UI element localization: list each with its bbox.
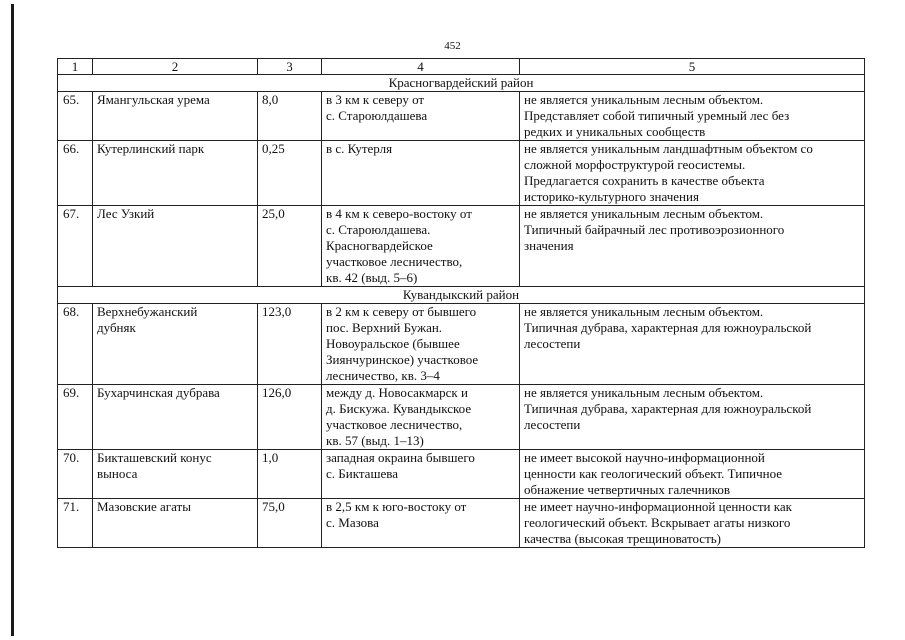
object-name — [93, 206, 258, 287]
object-name — [93, 304, 258, 385]
description-text — [520, 141, 865, 206]
area-value: 75,0 — [258, 499, 322, 548]
table-row — [58, 385, 865, 450]
table-row — [58, 206, 865, 287]
description-text-line: не является уникальным лесным объектом. — [524, 385, 764, 400]
location-text-line: с. Бикташева — [326, 466, 398, 481]
row-number: 71. — [58, 499, 93, 548]
location-text-line: кв. 42 (выд. 5–6) — [326, 270, 418, 285]
table-row — [58, 450, 865, 499]
description-text — [520, 385, 865, 450]
description-text-line: геологический объект. Вскрывает агаты низкого — [524, 515, 791, 530]
location-text-line: в с. Кутерля — [326, 141, 393, 156]
district-row — [58, 287, 865, 304]
description-text-line: не является уникальным лесным объектом. — [524, 304, 764, 319]
description-text — [520, 206, 865, 287]
description-text-line: редких и уникальных сообществ — [524, 124, 706, 139]
description-text-line: Предлагается сохранить в качестве объекта — [524, 173, 765, 188]
location-text — [322, 450, 520, 499]
location-text-line: Красногвардейское — [326, 238, 433, 253]
object-name — [93, 385, 258, 450]
description-text-line: значения — [524, 238, 574, 253]
object-name-line: Бухарчинская дубрава — [97, 385, 220, 400]
area-value: 8,0 — [258, 92, 322, 141]
description-text-line: Типичная дубрава, характерная для южноуральской — [524, 320, 812, 335]
table-header-row — [58, 59, 865, 75]
object-name-line: дубняк — [97, 320, 136, 335]
district-name: Красногвардейский район — [58, 75, 865, 92]
object-name-line: Мазовские агаты — [97, 499, 191, 514]
object-name-line: Верхнебужанский — [97, 304, 198, 319]
description-text-line: не имеет высокой научно-информационной — [524, 450, 765, 465]
description-text-line: Представляет собой типичный уремный лес без — [524, 108, 790, 123]
row-number: 65. — [58, 92, 93, 141]
description-text-line: Типичный байрачный лес противоэрозионного — [524, 222, 785, 237]
area-value: 25,0 — [258, 206, 322, 287]
header-cell-description: 5 — [520, 59, 865, 75]
table-row — [58, 499, 865, 548]
object-name-line: Кутерлинский парк — [97, 141, 205, 156]
object-name — [93, 450, 258, 499]
location-text-line: с. Староюлдашева — [326, 108, 428, 123]
location-text — [322, 304, 520, 385]
row-number: 67. — [58, 206, 93, 287]
location-text-line: участковое лесничество, — [326, 254, 463, 269]
location-text — [322, 92, 520, 141]
area-value: 126,0 — [258, 385, 322, 450]
row-number: 69. — [58, 385, 93, 450]
location-text-line: кв. 57 (выд. 1–13) — [326, 433, 424, 448]
description-text-line: лесостепи — [524, 417, 581, 432]
table-row — [58, 304, 865, 385]
location-text-line: между д. Новосакмарск и — [326, 385, 468, 400]
header-cell-area: 3 — [258, 59, 322, 75]
location-text — [322, 206, 520, 287]
object-name-line: выноса — [97, 466, 138, 481]
header-cell-location: 4 — [322, 59, 520, 75]
description-text — [520, 304, 865, 385]
location-text-line: в 2 км к северу от бывшего — [326, 304, 477, 319]
row-number: 68. — [58, 304, 93, 385]
object-name — [93, 499, 258, 548]
location-text-line: д. Бискужа. Кувандыкское — [326, 401, 472, 416]
object-name-line: Ямангульская урема — [97, 92, 210, 107]
district-name: Кувандыкский район — [58, 287, 865, 304]
table-row — [58, 141, 865, 206]
description-text-line: не является уникальным лесным объектом. — [524, 92, 764, 107]
page-binding-edge — [11, 4, 14, 636]
page-number: 452 — [444, 40, 461, 52]
object-name-line: Лес Узкий — [97, 206, 155, 221]
district-row — [58, 75, 865, 92]
location-text-line: в 4 км к северо-востоку от — [326, 206, 472, 221]
area-value: 123,0 — [258, 304, 322, 385]
header-cell-num: 1 — [58, 59, 93, 75]
location-text-line: с. Староюлдашева. — [326, 222, 431, 237]
object-name — [93, 92, 258, 141]
location-text-line: пос. Верхний Бужан. — [326, 320, 443, 335]
description-text-line: сложной морфоструктурой геосистемы. — [524, 157, 746, 172]
area-value: 1,0 — [258, 450, 322, 499]
location-text — [322, 499, 520, 548]
description-text-line: обнажение четвертичных галечников — [524, 482, 731, 497]
area-value: 0,25 — [258, 141, 322, 206]
table-row — [58, 92, 865, 141]
location-text-line: Зиянчуринское) участковое — [326, 352, 479, 367]
description-text — [520, 499, 865, 548]
location-text — [322, 141, 520, 206]
row-number: 70. — [58, 450, 93, 499]
object-name — [93, 141, 258, 206]
description-text-line: качества (высокая трещиноватость) — [524, 531, 722, 546]
location-text-line: в 2,5 км к юго-востоку от — [326, 499, 467, 514]
location-text-line: Новоуральское (бывшее — [326, 336, 460, 351]
header-cell-name: 2 — [93, 59, 258, 75]
description-text-line: лесостепи — [524, 336, 581, 351]
description-text — [520, 92, 865, 141]
row-number: 66. — [58, 141, 93, 206]
location-text-line: западная окраина бывшего — [326, 450, 475, 465]
location-text-line: лесничество, кв. 3–4 — [326, 368, 440, 383]
description-text-line: историко-культурного значения — [524, 189, 699, 204]
description-text-line: не является уникальным лесным объектом. — [524, 206, 764, 221]
location-text-line: в 3 км к северу от — [326, 92, 425, 107]
location-text-line: с. Мазова — [326, 515, 379, 530]
location-text — [322, 385, 520, 450]
description-text-line: ценности как геологический объект. Типичное — [524, 466, 783, 481]
description-text — [520, 450, 865, 499]
location-text-line: участковое лесничество, — [326, 417, 463, 432]
description-text-line: не имеет научно-информационной ценности как — [524, 499, 792, 514]
nature-objects-table — [57, 58, 865, 548]
object-name-line: Бикташевский конус — [97, 450, 212, 465]
description-text-line: не является уникальным ландшафтным объектом со — [524, 141, 813, 156]
description-text-line: Типичная дубрава, характерная для южноуральской — [524, 401, 812, 416]
